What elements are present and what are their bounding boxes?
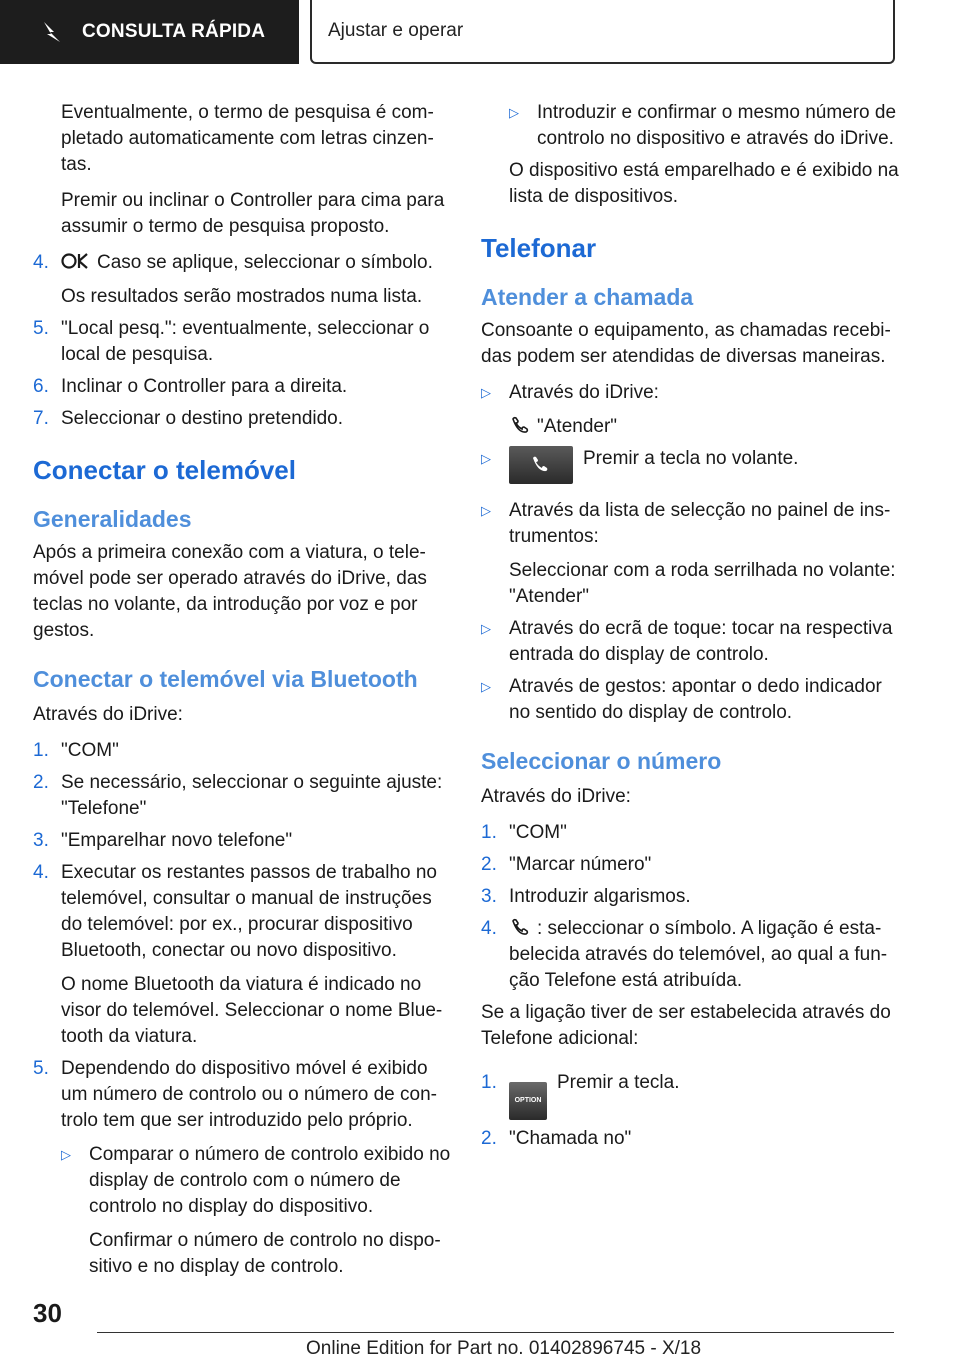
phone-icon [509,414,531,436]
list-text: : seleccionar o símbolo. A ligação é esta-belecida através do telemóvel, ao qual a fun-ção Telefone está atribuída. [509,918,888,991]
subsection-heading: Seleccionar o número [481,748,722,774]
bullet-subtext: Confirmar o número de controlo no dispo-sitivo e no display de controlo. [89,1230,441,1277]
footer-edition: Online Edition for Part no. 01402896745 - X/18 [306,1338,702,1359]
list-text: "COM" [509,822,567,843]
list-text: "Emparelhar novo telefone" [61,830,293,851]
subsection-heading: Generalidades [33,506,192,532]
section-heading: Conectar o telemóvel [33,455,296,485]
bullet-text: Premir a tecla no volante. [583,448,799,469]
list-number: 1. [481,1072,497,1093]
triangle-bullet-icon: ▷ [481,621,491,636]
list-text: Executar os restantes passos de trabalho no telemóvel, consultar o manual de instruções do telemóvel: por ex., procurar dispositivo Bluetooth, conectar ou novo dispositivo. [61,862,438,961]
tab-label: CONSULTA RÁPIDA [82,21,266,42]
list-number: 4. [481,918,497,939]
list-item [33,250,453,310]
list-text: "Local pesq.": eventualmente, seleccionar o local de pesquisa. [61,318,430,365]
subsection-heading: Atender a chamada [481,284,694,310]
list-number: 4. [33,862,49,883]
tab-section[interactable]: Ajustar e operar [310,0,895,64]
paragraph: Eventualmente, o termo de pesquisa é com-pletado automaticamente com letras cinzen-tas. [61,102,434,175]
lightning-icon [40,19,68,45]
triangle-bullet-icon: ▷ [481,503,491,518]
list-text: Premir a tecla. [557,1072,680,1093]
list-text: "COM" [61,740,119,761]
list-item [33,406,453,432]
list-number: 1. [481,822,497,843]
paragraph: Se a ligação tiver de ser estabelecida através do Telefone adicional: [481,1002,891,1049]
paragraph: Consoante o equipamento, as chamadas recebi-das podem ser atendidas de diversas maneiras. [481,320,891,367]
bullet-text: Através do iDrive: [509,382,659,403]
bullet-subtext: Seleccionar com a roda serrilhada no volante: "Atender" [509,560,896,607]
page-number: 30 [33,1298,62,1328]
bullet-text: Introduzir e confirmar o mesmo número de controlo no dispositivo e através do iDrive. [537,102,897,149]
subsection-heading: Conectar o telemóvel via Bluetooth [33,666,418,692]
list-item [481,852,901,878]
paragraph: Através do iDrive: [33,704,183,725]
phone-icon [509,916,531,938]
paragraph: Através do iDrive: [481,786,631,807]
list-number: 2. [481,1128,497,1149]
option-button-icon: OPTION [509,1082,547,1120]
list-item [33,316,453,368]
footer-divider [97,1332,894,1333]
tab-quick-reference[interactable] [0,0,299,64]
list-item [481,820,901,846]
list-number: 3. [33,830,49,851]
list-text: Se necessário, seleccionar o seguinte ajuste: "Telefone" [61,772,443,819]
triangle-bullet-icon: ▷ [481,385,491,400]
bullet-item [481,446,901,484]
bullet-text: Através da lista de selecção no painel de ins-trumentos: [509,500,891,547]
bullet-item [481,100,901,152]
triangle-bullet-icon: ▷ [481,679,491,694]
bullet-subtext: "Atender" [537,416,618,437]
list-item [481,884,901,910]
list-number: 6. [33,376,49,397]
paragraph: Após a primeira conexão com a viatura, o tele-móvel pode ser operado através do iDrive, das teclas no volante, da introdução por voz e por gestos. [33,542,427,641]
bullet-text: Através de gestos: apontar o dedo indicador no sentido do display de controlo. [509,676,882,723]
list-item [481,916,901,994]
list-item [481,1070,901,1120]
list-item [33,738,453,764]
section-heading: Telefonar [481,233,597,263]
list-number: 2. [33,772,49,793]
list-item [481,1126,901,1152]
steering-wheel-phone-button-icon [509,446,573,484]
list-item [33,374,453,400]
bullet-item [481,498,901,610]
ok-icon [61,251,91,271]
paragraph: O dispositivo está emparelhado e é exibido na lista de dispositivos. [509,160,899,207]
triangle-bullet-icon: ▷ [481,451,491,466]
list-number: 5. [33,318,49,339]
bullet-item [481,380,901,440]
triangle-bullet-icon: ▷ [509,105,519,120]
list-item [33,860,453,1050]
list-text: Inclinar o Controller para a direita. [61,376,348,397]
list-text: Dependendo do dispositivo móvel é exibido um número de controlo ou o número de con-trolo tem que ser introduzido pelo próprio. [61,1058,437,1131]
right-column [481,100,901,1158]
list-text: Seleccionar o destino pretendido. [61,408,344,429]
paragraph: Premir ou inclinar o Controller para cima para assumir o termo de pesquisa proposto. [61,190,445,237]
list-text: Introduzir algarismos. [509,886,691,907]
list-subtext: Os resultados serão mostrados numa lista. [61,286,423,307]
bullet-item [61,1142,453,1280]
list-number: 4. [33,252,49,273]
list-number: 3. [481,886,497,907]
list-item [33,828,453,854]
list-item [33,1056,453,1286]
list-number: 5. [33,1058,49,1079]
bullet-text: Comparar o número de controlo exibido no display de controlo com o número de controlo no display do dispositivo. [89,1144,451,1217]
list-text: "Chamada no" [509,1128,632,1149]
bullet-text: Através do ecrã de toque: tocar na respectiva entrada do display de controlo. [509,618,893,665]
list-text: "Marcar número" [509,854,652,875]
triangle-bullet-icon: ▷ [61,1147,71,1162]
list-number: 2. [481,854,497,875]
list-number: 7. [33,408,49,429]
bullet-item [481,616,901,668]
bullet-item [481,674,901,726]
list-text: Caso se aplique, seleccionar o símbolo. [97,252,433,273]
list-subtext: O nome Bluetooth da viatura é indicado no visor do telemóvel. Seleccionar o nome Blue-tooth da viatura. [61,974,443,1047]
list-number: 1. [33,740,49,761]
left-column [33,100,453,1292]
list-item [33,770,453,822]
